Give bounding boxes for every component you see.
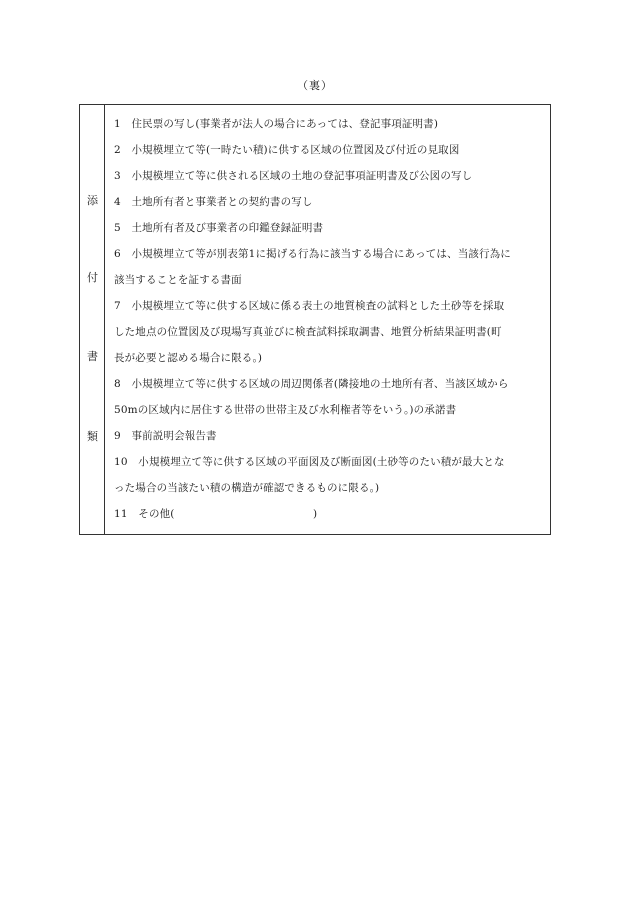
list-item-line: 10 小規模埋立て等に供する区域の平面図及び断面図(土砂等のたい積が最大とな <box>114 456 505 468</box>
list-item-line: した地点の位置図及び現場写真並びに検査試料採取調書、地質分析結果証明書(町 <box>114 326 502 338</box>
list-item-line: 50mの区域内に居住する世帯の世帯主及び水利権者等をいう。)の承諾書 <box>114 404 457 416</box>
label-char: 付 <box>87 271 98 284</box>
list-item-line: 長が必要と認める場合に限る。) <box>114 352 263 364</box>
list-item-line: 8 小規模埋立て等に供する区域の周辺関係者(隣接地の土地所有者、当該区域から <box>114 378 509 390</box>
attachment-label-column <box>80 105 105 534</box>
page-title: （裏） <box>297 79 333 92</box>
label-char: 類 <box>87 430 98 443</box>
list-item-line: 11 その他( ) <box>114 508 318 520</box>
label-char: 書 <box>87 350 98 363</box>
list-item-line: 9 事前説明会報告書 <box>114 430 217 442</box>
list-item-line: 該当することを証する書面 <box>114 274 242 286</box>
label-char: 添 <box>87 194 98 207</box>
list-item-line: 3 小規模埋立て等に供される区域の土地の登記事項証明書及び公図の写し <box>114 170 473 182</box>
list-item-line: った場合の当該たい積の構造が確認できるものに限る。) <box>114 482 380 494</box>
list-item-line: 1 住民票の写し(事業者が法人の場合にあっては、登記事項証明書) <box>114 118 439 130</box>
list-item-line: 2 小規模埋立て等(一時たい積)に供する区域の位置図及び付近の見取図 <box>114 144 460 156</box>
list-item-line: 4 土地所有者と事業者との契約書の写し <box>114 196 313 208</box>
list-item-line: 5 土地所有者及び事業者の印鑑登録証明書 <box>114 222 324 234</box>
attachment-list <box>105 105 550 534</box>
attachment-table <box>79 104 551 535</box>
list-item-line: 7 小規模埋立て等に供する区域に係る表土の地質検査の試料とした土砂等を採取 <box>114 300 505 312</box>
list-item-line: 6 小規模埋立て等が別表第1に掲げる行為に該当する場合にあっては、当該行為に <box>114 248 511 260</box>
